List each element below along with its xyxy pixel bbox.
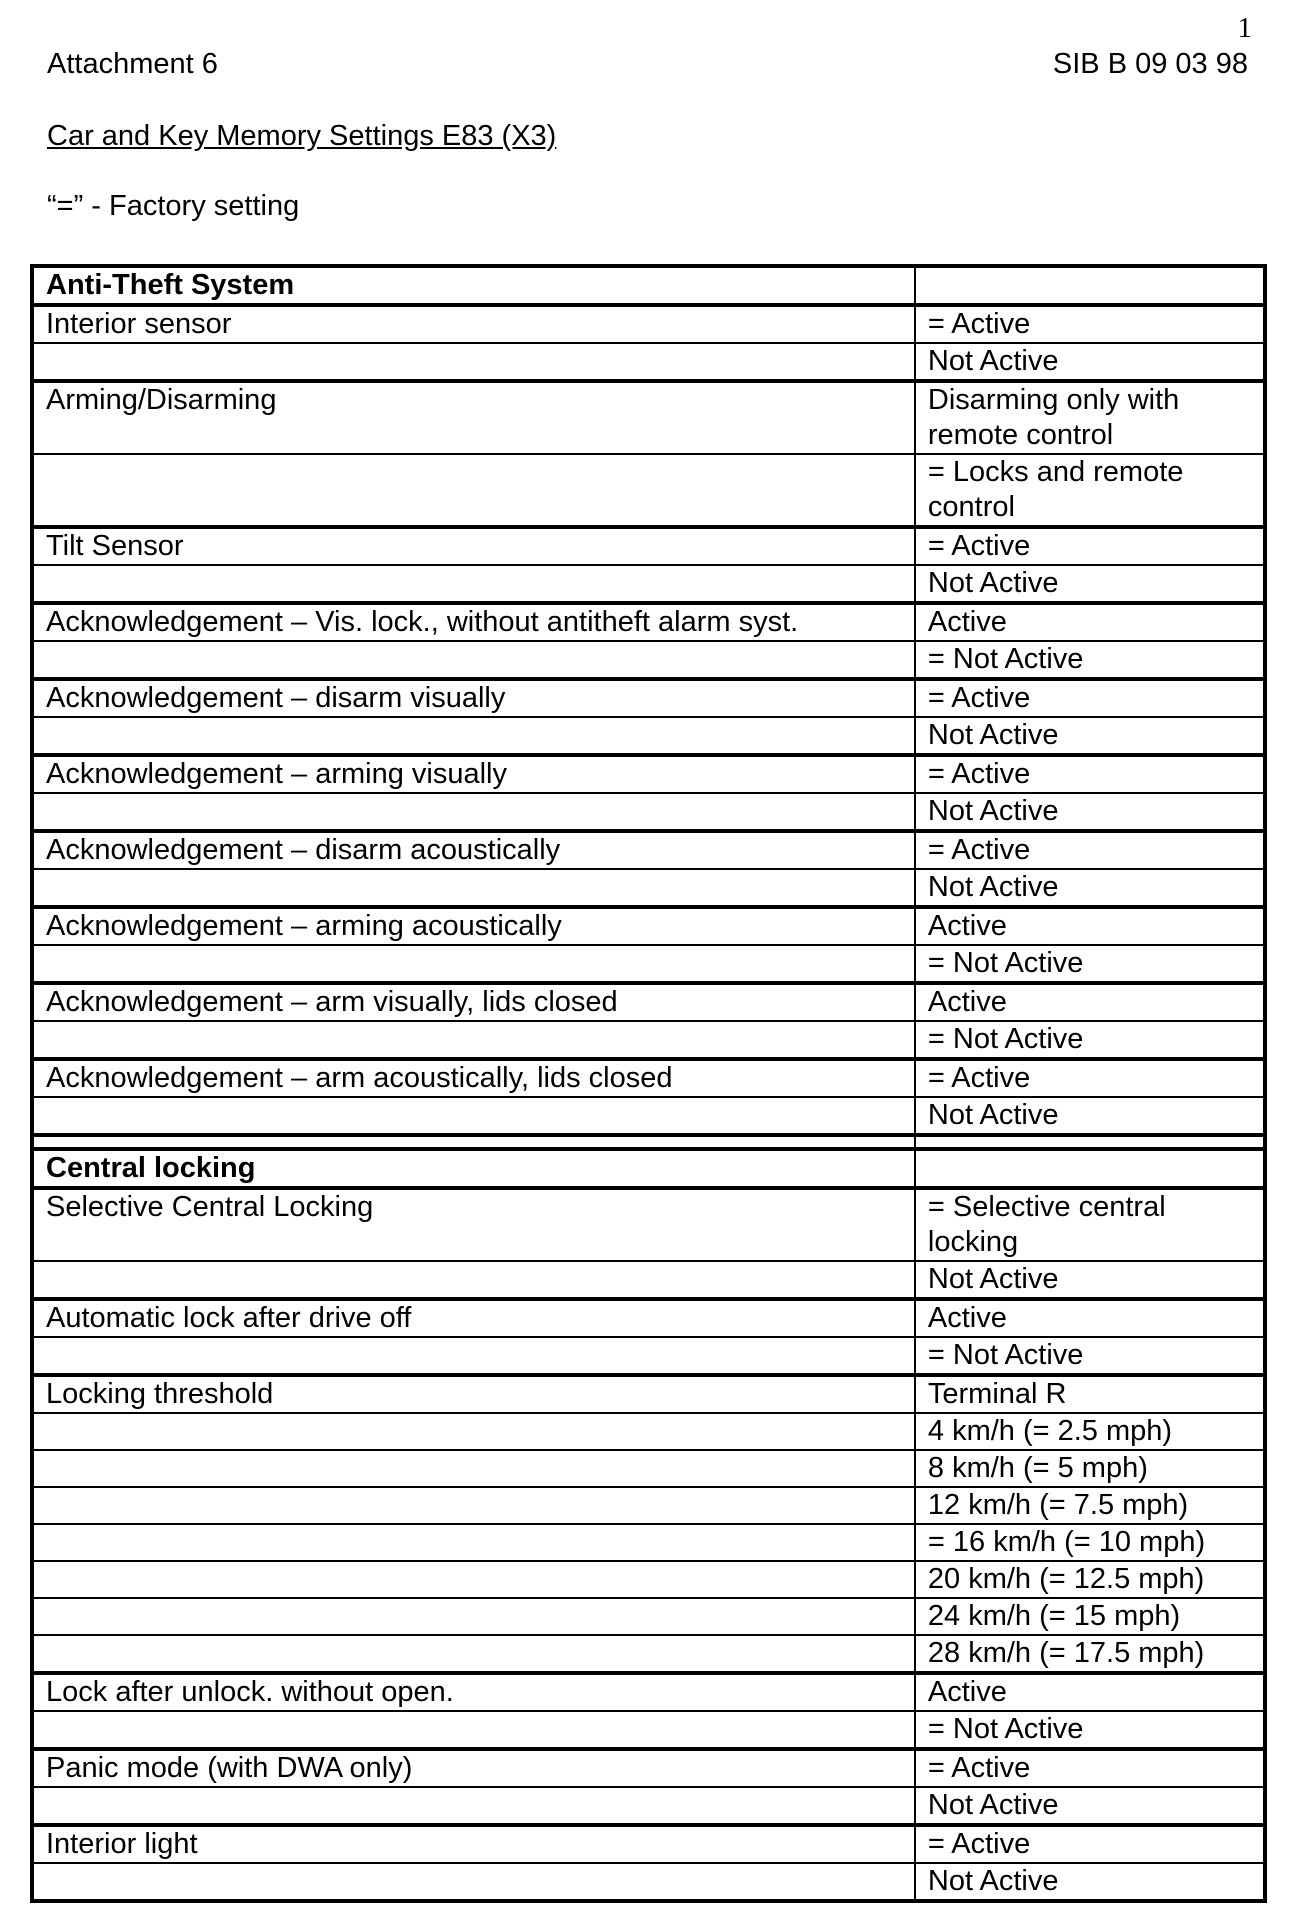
factory-setting-legend: “=” - Factory setting [47, 190, 300, 222]
table-row [32, 679, 1265, 717]
empty-cell [32, 1413, 915, 1450]
empty-cell [915, 1149, 1265, 1188]
setting-option: 28 km/h (= 17.5 mph) [915, 1635, 1265, 1673]
empty-cell [32, 1787, 915, 1825]
setting-option: Not Active [915, 869, 1265, 907]
setting-name: Selective Central Locking [32, 1188, 915, 1261]
setting-option: = Selective central locking [915, 1188, 1265, 1261]
setting-name: Locking threshold [32, 1375, 915, 1413]
empty-cell [915, 266, 1265, 305]
table-row [32, 869, 1265, 907]
table-row [32, 381, 1265, 454]
empty-cell [32, 1524, 915, 1561]
setting-name: Acknowledgement – Vis. lock., without antitheft alarm syst. [32, 603, 915, 641]
setting-name: Arming/Disarming [32, 381, 915, 454]
setting-name: Acknowledgement – disarm visually [32, 679, 915, 717]
table-row [32, 1787, 1265, 1825]
setting-option: Disarming only with remote control [915, 381, 1265, 454]
document-reference: SIB B 09 03 98 [1052, 48, 1248, 80]
setting-option: = Not Active [915, 945, 1265, 983]
table-row [32, 1337, 1265, 1375]
setting-option: Active [915, 1299, 1265, 1337]
setting-option: Not Active [915, 343, 1265, 381]
setting-option: Not Active [915, 793, 1265, 831]
empty-cell [32, 1863, 915, 1901]
spacer-cell [32, 1135, 915, 1149]
setting-option: = 16 km/h (= 10 mph) [915, 1524, 1265, 1561]
setting-option: Not Active [915, 1097, 1265, 1135]
setting-option: = Active [915, 527, 1265, 565]
table-row [32, 1021, 1265, 1059]
empty-cell [32, 793, 915, 831]
empty-cell [32, 1598, 915, 1635]
setting-option: Not Active [915, 717, 1265, 755]
setting-option: Not Active [915, 565, 1265, 603]
setting-option: = Active [915, 1059, 1265, 1097]
section-header-row [32, 266, 1265, 305]
empty-cell [32, 641, 915, 679]
table-row [32, 983, 1265, 1021]
table-row [32, 1863, 1265, 1901]
table-row [32, 565, 1265, 603]
setting-option: 8 km/h (= 5 mph) [915, 1450, 1265, 1487]
empty-cell [32, 1450, 915, 1487]
empty-cell [32, 565, 915, 603]
table-row [32, 831, 1265, 869]
table-row [32, 1188, 1265, 1261]
empty-cell [32, 1487, 915, 1524]
table-row [32, 1487, 1265, 1524]
setting-option: Active [915, 1673, 1265, 1711]
empty-cell [32, 1561, 915, 1598]
setting-option: Not Active [915, 1261, 1265, 1299]
setting-option: = Active [915, 831, 1265, 869]
table-row [32, 1261, 1265, 1299]
setting-option: = Active [915, 755, 1265, 793]
setting-option: = Active [915, 1825, 1265, 1863]
table-row [32, 1450, 1265, 1487]
setting-name: Acknowledgement – disarm acoustically [32, 831, 915, 869]
table-row [32, 603, 1265, 641]
table-row [32, 305, 1265, 343]
empty-cell [32, 1711, 915, 1749]
setting-option: Active [915, 907, 1265, 945]
setting-option: = Active [915, 679, 1265, 717]
setting-option: = Locks and remote control [915, 454, 1265, 527]
setting-name: Lock after unlock. without open. [32, 1673, 915, 1711]
table-row [32, 343, 1265, 381]
spacer-cell [915, 1135, 1265, 1149]
setting-option: = Not Active [915, 1021, 1265, 1059]
table-row [32, 1375, 1265, 1413]
section-title: Central locking [32, 1149, 915, 1188]
table-row [32, 527, 1265, 565]
empty-cell [32, 454, 915, 527]
empty-cell [32, 1097, 915, 1135]
section-header-row [32, 1149, 1265, 1188]
table-row [32, 907, 1265, 945]
setting-option: Terminal R [915, 1375, 1265, 1413]
setting-name: Acknowledgement – arm acoustically, lids closed [32, 1059, 915, 1097]
attachment-label: Attachment 6 [47, 48, 218, 80]
table-row [32, 1524, 1265, 1561]
table-row [32, 1598, 1265, 1635]
setting-name: Acknowledgement – arming acoustically [32, 907, 915, 945]
empty-cell [32, 1337, 915, 1375]
table-row [32, 717, 1265, 755]
setting-option: 20 km/h (= 12.5 mph) [915, 1561, 1265, 1598]
setting-option: 24 km/h (= 15 mph) [915, 1598, 1265, 1635]
setting-option: = Not Active [915, 1337, 1265, 1375]
setting-option: Active [915, 603, 1265, 641]
table-row [32, 1299, 1265, 1337]
table-row [32, 1561, 1265, 1598]
table-row [32, 755, 1265, 793]
setting-option: = Not Active [915, 1711, 1265, 1749]
page-number: 1 [1237, 12, 1252, 44]
table-row [32, 945, 1265, 983]
setting-option: 4 km/h (= 2.5 mph) [915, 1413, 1265, 1450]
setting-name: Tilt Sensor [32, 527, 915, 565]
empty-cell [32, 869, 915, 907]
settings-table [30, 264, 1267, 1903]
setting-option: 12 km/h (= 7.5 mph) [915, 1487, 1265, 1524]
table-row [32, 1711, 1265, 1749]
setting-option: = Active [915, 305, 1265, 343]
section-spacer [32, 1135, 1265, 1149]
empty-cell [32, 343, 915, 381]
setting-name: Interior sensor [32, 305, 915, 343]
empty-cell [32, 1021, 915, 1059]
setting-name: Automatic lock after drive off [32, 1299, 915, 1337]
table-row [32, 1749, 1265, 1787]
table-row [32, 793, 1265, 831]
document-title: Car and Key Memory Settings E83 (X3) [47, 120, 557, 152]
setting-name: Panic mode (with DWA only) [32, 1749, 915, 1787]
setting-option: = Not Active [915, 641, 1265, 679]
table-row [32, 1413, 1265, 1450]
empty-cell [32, 717, 915, 755]
setting-option: = Active [915, 1749, 1265, 1787]
empty-cell [32, 1635, 915, 1673]
table-row [32, 1635, 1265, 1673]
section-title: Anti-Theft System [32, 266, 915, 305]
table-row [32, 1059, 1265, 1097]
setting-name: Acknowledgement – arm visually, lids closed [32, 983, 915, 1021]
empty-cell [32, 945, 915, 983]
setting-name: Acknowledgement – arming visually [32, 755, 915, 793]
table-row [32, 641, 1265, 679]
setting-option: Active [915, 983, 1265, 1021]
setting-name: Interior light [32, 1825, 915, 1863]
empty-cell [32, 1261, 915, 1299]
setting-option: Not Active [915, 1863, 1265, 1901]
table-row [32, 1825, 1265, 1863]
setting-option: Not Active [915, 1787, 1265, 1825]
table-row [32, 1673, 1265, 1711]
table-row [32, 454, 1265, 527]
table-row [32, 1097, 1265, 1135]
